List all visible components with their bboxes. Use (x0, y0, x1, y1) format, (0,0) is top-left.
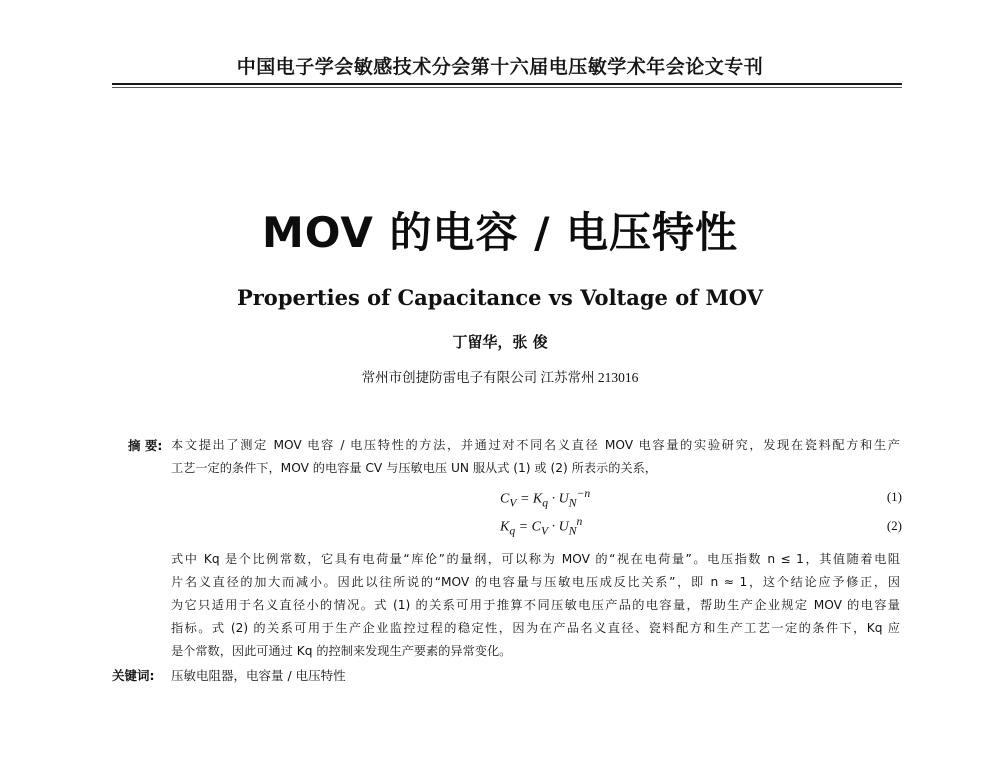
abstract-line-3: 式中 Kq 是个比例常数，它具有电荷量“库伦”的量纲，可以称为 MOV 的“视在电荷量”。电压指数 n ≤ 1，其值随着电阻 (171, 552, 900, 566)
equation-1 (500, 487, 590, 509)
header-rule (112, 83, 902, 85)
eq2-u: · U (548, 519, 569, 535)
abstract-line-5: 为它只适用于名义直径小的情况。式 (1) 的关系可用于推算不同压敏电压产品的电容量，帮助生产企业规定 MOV 的电容量 (171, 598, 900, 612)
abstract-line-2: 工艺一定的条件下，MOV 的电容量 CV 与压敏电压 UN 服从式 (1) 或 (2) 所表示的关系， (171, 461, 657, 475)
abstract-label: 摘 要: (128, 438, 163, 453)
keywords-label: 关键词: (112, 668, 155, 683)
eq1-k: = K (516, 491, 543, 507)
abstract-line-4: 片名义直径的加大而减小。因此以往所说的“MOV 的电容量与压敏电压成反比关系”，即 n ≈ 1，这个结论应予修正，因 (171, 575, 900, 589)
eq1-k-sub: q (542, 496, 549, 510)
eq1-lhs-sub: V (509, 496, 517, 510)
eq2-lhs-sub: q (509, 524, 516, 538)
eq2-u-sub: N (568, 524, 577, 538)
authors: 丁留华，张 俊 (452, 333, 548, 351)
title-chinese: MOV 的电容 / 电压特性 (261, 208, 739, 257)
equation-2-number: (2) (886, 518, 902, 533)
eq2-lhs: K (500, 519, 510, 535)
affiliation: 常州市创捷防雷电子有限公司 江苏常州 213016 (361, 370, 639, 385)
eq1-u: · U (548, 491, 569, 507)
header-rule-thin (112, 87, 902, 88)
eq1-exp: −n (576, 487, 591, 500)
equation-1-number: (1) (886, 489, 902, 504)
abstract-line-7: 是个常数，因此可通过 Kq 的控制来发现生产要素的异常变化。 (171, 644, 512, 658)
abstract-line-1: 本文提出了测定 MOV 电容 / 电压特性的方法，并通过对不同名义直径 MOV 电容量的实验研究，发现在瓷料配方和生产 (171, 438, 900, 452)
eq2-c-sub: V (540, 524, 549, 538)
keywords-text: 压敏电阻器，电容量 / 电压特性 (171, 668, 346, 683)
eq1-u-sub: N (568, 496, 577, 510)
equation-2 (500, 515, 582, 537)
title-english: Properties of Capacitance vs Voltage of MOV (236, 285, 764, 310)
abstract-line-6: 指标。式 (2) 的关系可用于生产企业监控过程的稳定性，因为在产品名义直径、瓷料配方和生产工艺一定的条件下，Kq 应 (171, 621, 900, 635)
eq1-lhs: C (500, 491, 510, 507)
eq2-exp: n (576, 515, 583, 528)
eq2-c: = C (515, 519, 541, 535)
journal-header: 中国电子学会敏感技术分会第十六届电压敏学术年会论文专刊 (236, 56, 764, 78)
